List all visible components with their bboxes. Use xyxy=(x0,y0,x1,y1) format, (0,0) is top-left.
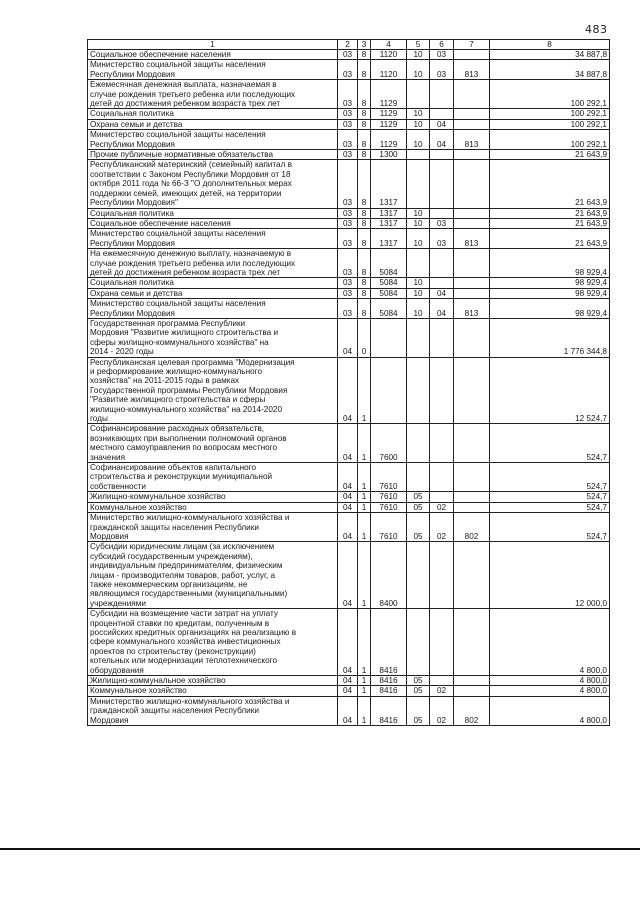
row-code-2: 04 xyxy=(338,686,358,696)
table-row xyxy=(88,513,610,542)
row-expense-type xyxy=(454,318,490,357)
row-section xyxy=(407,357,430,424)
row-subsection xyxy=(430,357,454,424)
row-section: 05 xyxy=(407,676,430,686)
header-col-5: 5 xyxy=(407,40,430,50)
row-code-3: 1 xyxy=(358,609,371,676)
row-section: 05 xyxy=(407,513,430,542)
row-section: 10 xyxy=(407,60,430,80)
row-subsection xyxy=(430,492,454,502)
table-row xyxy=(88,160,610,208)
row-code-2: 04 xyxy=(338,357,358,424)
table-row xyxy=(88,119,610,129)
row-subsection: 03 xyxy=(430,50,454,60)
row-subsection: 02 xyxy=(430,502,454,512)
row-subsection: 02 xyxy=(430,513,454,542)
table-row xyxy=(88,130,610,150)
row-name: Социальная политика xyxy=(88,278,338,288)
row-amount: 98 929,4 xyxy=(490,249,610,278)
row-code-2: 03 xyxy=(338,150,358,160)
row-code-4: 5084 xyxy=(371,299,407,319)
row-section: 05 xyxy=(407,502,430,512)
row-code-4: 7610 xyxy=(371,463,407,492)
row-code-2: 04 xyxy=(338,542,358,609)
row-code-4: 7610 xyxy=(371,502,407,512)
row-code-2: 04 xyxy=(338,696,358,725)
row-code-2: 04 xyxy=(338,513,358,542)
row-expense-type xyxy=(454,208,490,218)
table-row xyxy=(88,542,610,609)
row-subsection: 02 xyxy=(430,686,454,696)
row-expense-type xyxy=(454,150,490,160)
row-section: 10 xyxy=(407,229,430,249)
table-row xyxy=(88,696,610,725)
row-code-4: 8400 xyxy=(371,542,407,609)
table-row xyxy=(88,299,610,319)
row-amount: 98 929,4 xyxy=(490,288,610,298)
row-amount: 34 887,8 xyxy=(490,60,610,80)
row-name: На ежемесячную денежную выплату, назначаемую в случае рождения третьего ребенка или последующих детей до достижения ребенком возраста трех лет xyxy=(88,249,338,278)
row-expense-type xyxy=(454,502,490,512)
row-code-3: 1 xyxy=(358,513,371,542)
row-subsection xyxy=(430,249,454,278)
row-name: Коммунальное хозяйство xyxy=(88,686,338,696)
row-expense-type xyxy=(454,357,490,424)
row-code-2: 03 xyxy=(338,160,358,208)
table-header xyxy=(88,40,610,50)
row-code-2: 03 xyxy=(338,130,358,150)
row-section: 05 xyxy=(407,696,430,725)
page-number: 483 xyxy=(585,23,608,36)
row-expense-type xyxy=(454,160,490,208)
row-code-4: 7610 xyxy=(371,492,407,502)
row-code-3: 8 xyxy=(358,60,371,80)
row-name: Социальная политика xyxy=(88,109,338,119)
row-subsection: 03 xyxy=(430,218,454,228)
row-code-2: 03 xyxy=(338,50,358,60)
row-section: 10 xyxy=(407,109,430,119)
row-code-2: 04 xyxy=(338,492,358,502)
row-code-4: 1120 xyxy=(371,60,407,80)
row-amount: 100 292,1 xyxy=(490,109,610,119)
row-code-4: 1317 xyxy=(371,218,407,228)
row-name: Субсидии юридическим лицам (за исключением субсидий государственным учреждениям), индивидуальным предпринимателям, физическим лицам - производителям товаров, работ, услуг, а также некоммерческим организациям, не являющимся государственными (муниципальными) учреждениями xyxy=(88,542,338,609)
table-row xyxy=(88,463,610,492)
row-expense-type xyxy=(454,542,490,609)
row-expense-type xyxy=(454,278,490,288)
row-amount: 34 887,8 xyxy=(490,50,610,60)
row-amount: 1 776 344,8 xyxy=(490,318,610,357)
row-amount: 100 292,1 xyxy=(490,80,610,109)
row-code-4: 1317 xyxy=(371,208,407,218)
row-expense-type: 813 xyxy=(454,299,490,319)
row-section: 05 xyxy=(407,686,430,696)
table-row xyxy=(88,278,610,288)
budget-table xyxy=(87,39,610,726)
row-name: Ежемесячная денежная выплата, назначаемая в случае рождения третьего ребенка или последующих детей до достижения ребенком возраста трех лет xyxy=(88,80,338,109)
header-col-4: 4 xyxy=(371,40,407,50)
row-subsection xyxy=(430,676,454,686)
row-section: 10 xyxy=(407,299,430,319)
row-code-3: 1 xyxy=(358,357,371,424)
header-col-name: 1 xyxy=(88,40,338,50)
row-subsection xyxy=(430,109,454,119)
row-code-4: 1129 xyxy=(371,80,407,109)
row-code-2: 03 xyxy=(338,109,358,119)
row-section: 10 xyxy=(407,208,430,218)
row-name: Охрана семьи и детства xyxy=(88,119,338,129)
row-code-3: 8 xyxy=(358,249,371,278)
row-subsection: 03 xyxy=(430,229,454,249)
row-code-3: 8 xyxy=(358,208,371,218)
row-name: Государственная программа Республики Мордовия "Развитие жилищного строительства и сферы жилищно-коммунального хозяйства" на 2014 - 2020 годы xyxy=(88,318,338,357)
row-code-4: 8416 xyxy=(371,686,407,696)
row-section: 05 xyxy=(407,492,430,502)
row-code-4: 5084 xyxy=(371,288,407,298)
row-amount: 100 292,1 xyxy=(490,130,610,150)
row-name: Жилищно-коммунальное хозяйство xyxy=(88,492,338,502)
row-amount: 21 643,9 xyxy=(490,208,610,218)
row-code-3: 8 xyxy=(358,50,371,60)
row-code-2: 03 xyxy=(338,299,358,319)
row-name: Социальная политика xyxy=(88,208,338,218)
row-subsection xyxy=(430,160,454,208)
row-code-2: 03 xyxy=(338,278,358,288)
bottom-rule xyxy=(0,848,640,850)
table-row xyxy=(88,80,610,109)
row-amount: 524,7 xyxy=(490,492,610,502)
row-amount: 524,7 xyxy=(490,424,610,463)
table-row xyxy=(88,150,610,160)
row-code-4 xyxy=(371,318,407,357)
row-section: 10 xyxy=(407,278,430,288)
table-row xyxy=(88,208,610,218)
row-subsection xyxy=(430,424,454,463)
row-name: Охрана семьи и детства xyxy=(88,288,338,298)
row-code-3: 8 xyxy=(358,278,371,288)
row-expense-type xyxy=(454,686,490,696)
row-section: 10 xyxy=(407,130,430,150)
row-expense-type xyxy=(454,80,490,109)
row-section xyxy=(407,463,430,492)
row-amount: 12 000,0 xyxy=(490,542,610,609)
table-row xyxy=(88,609,610,676)
row-expense-type: 813 xyxy=(454,229,490,249)
row-section xyxy=(407,160,430,208)
row-amount: 12 524,7 xyxy=(490,357,610,424)
table-row xyxy=(88,288,610,298)
table-body xyxy=(88,50,610,726)
row-code-3: 8 xyxy=(358,229,371,249)
header-col-amount: 8 xyxy=(490,40,610,50)
row-subsection: 04 xyxy=(430,288,454,298)
row-name: Субсидии на возмещение части затрат на уплату процентной ставки по кредитам, полученным в российских кредитных организациях на реализацию в сфере коммунального хозяйства инвестиционных проектов по строительству (реконструкции) котельных или модернизации теплотехнического оборудования xyxy=(88,609,338,676)
row-name: Софинансирование расходных обязательств, возникающих при выполнении полномочий органов местного самоуправления по вопросам местного значения xyxy=(88,424,338,463)
header-col-7: 7 xyxy=(454,40,490,50)
table-row xyxy=(88,686,610,696)
row-expense-type xyxy=(454,109,490,119)
row-name: Софинансирование объектов капитального строительства и реконструкции муниципальной собственности xyxy=(88,463,338,492)
row-amount: 4 800,0 xyxy=(490,696,610,725)
row-amount: 21 643,9 xyxy=(490,229,610,249)
row-code-2: 03 xyxy=(338,288,358,298)
row-code-4: 5084 xyxy=(371,249,407,278)
row-expense-type: 813 xyxy=(454,60,490,80)
table-row xyxy=(88,60,610,80)
row-expense-type xyxy=(454,50,490,60)
row-code-3: 1 xyxy=(358,686,371,696)
header-col-3: 3 xyxy=(358,40,371,50)
row-section xyxy=(407,424,430,463)
row-code-2: 03 xyxy=(338,229,358,249)
row-amount: 21 643,9 xyxy=(490,150,610,160)
row-code-4: 8416 xyxy=(371,676,407,686)
row-code-2: 03 xyxy=(338,218,358,228)
row-subsection xyxy=(430,208,454,218)
row-code-3: 8 xyxy=(358,288,371,298)
row-expense-type xyxy=(454,463,490,492)
row-code-2: 04 xyxy=(338,424,358,463)
row-expense-type: 802 xyxy=(454,513,490,542)
row-section: 10 xyxy=(407,218,430,228)
row-section xyxy=(407,318,430,357)
row-amount: 524,7 xyxy=(490,513,610,542)
row-name: Министерство жилищно-коммунального хозяйства и гражданской защиты населения Республики Мордовия xyxy=(88,696,338,725)
row-expense-type xyxy=(454,288,490,298)
row-amount: 4 800,0 xyxy=(490,676,610,686)
table-row xyxy=(88,50,610,60)
table-row xyxy=(88,492,610,502)
row-code-2: 04 xyxy=(338,676,358,686)
header-col-6: 6 xyxy=(430,40,454,50)
row-expense-type xyxy=(454,492,490,502)
row-name: Министерство социальной защиты населения Республики Мордовия xyxy=(88,130,338,150)
table-row xyxy=(88,218,610,228)
row-name: Республиканская целевая программа "Модернизация и реформирование жилищно-коммунального хозяйства" на 2011-2015 годы в рамках Государственной программы Республики Мордовия "Развитие жилищного строительства и сферы жилищно-коммунального хозяйства" на 2014-2020 годы xyxy=(88,357,338,424)
row-subsection: 04 xyxy=(430,130,454,150)
table-row xyxy=(88,676,610,686)
row-section: 10 xyxy=(407,119,430,129)
row-code-3: 8 xyxy=(358,150,371,160)
row-code-3: 8 xyxy=(358,80,371,109)
row-amount: 4 800,0 xyxy=(490,686,610,696)
row-code-2: 04 xyxy=(338,463,358,492)
row-code-3: 8 xyxy=(358,160,371,208)
row-subsection xyxy=(430,542,454,609)
table-row xyxy=(88,249,610,278)
header-row xyxy=(88,40,610,50)
row-expense-type xyxy=(454,424,490,463)
row-name: Министерство социальной защиты населения Республики Мордовия xyxy=(88,229,338,249)
row-code-3: 1 xyxy=(358,676,371,686)
row-code-2: 04 xyxy=(338,318,358,357)
row-code-3: 1 xyxy=(358,424,371,463)
row-code-3: 0 xyxy=(358,318,371,357)
row-section: 10 xyxy=(407,288,430,298)
row-section xyxy=(407,609,430,676)
table-row xyxy=(88,424,610,463)
row-amount: 98 929,4 xyxy=(490,299,610,319)
row-name: Жилищно-коммунальное хозяйство xyxy=(88,676,338,686)
row-code-3: 8 xyxy=(358,130,371,150)
row-code-4: 1129 xyxy=(371,109,407,119)
row-name: Прочие публичные нормативные обязательства xyxy=(88,150,338,160)
row-subsection: 03 xyxy=(430,60,454,80)
row-section: 10 xyxy=(407,50,430,60)
row-code-4 xyxy=(371,357,407,424)
row-subsection xyxy=(430,318,454,357)
row-code-4: 1120 xyxy=(371,50,407,60)
row-expense-type: 802 xyxy=(454,696,490,725)
row-code-4: 1129 xyxy=(371,130,407,150)
table-row xyxy=(88,318,610,357)
row-subsection: 04 xyxy=(430,299,454,319)
row-subsection: 02 xyxy=(430,696,454,725)
row-section xyxy=(407,542,430,609)
row-code-3: 1 xyxy=(358,542,371,609)
row-name: Министерство жилищно-коммунального хозяйства и гражданской защиты населения Республики Мордовия xyxy=(88,513,338,542)
row-amount: 524,7 xyxy=(490,502,610,512)
row-code-3: 8 xyxy=(358,218,371,228)
table-row xyxy=(88,229,610,249)
row-amount: 524,7 xyxy=(490,463,610,492)
row-expense-type: 813 xyxy=(454,130,490,150)
row-code-4: 1317 xyxy=(371,229,407,249)
row-amount: 100 292,1 xyxy=(490,119,610,129)
row-subsection xyxy=(430,150,454,160)
row-code-2: 04 xyxy=(338,502,358,512)
row-code-4: 8416 xyxy=(371,696,407,725)
row-code-3: 1 xyxy=(358,696,371,725)
row-code-4: 7610 xyxy=(371,513,407,542)
row-name: Республиканский материнский (семейный) капитал в соответствии с Законом Республики Мордовия от 18 октября 2011 года № 66-З "О дополнительных мерах поддержки семей, имеющих детей, на территории Республики Мордовия" xyxy=(88,160,338,208)
row-code-2: 03 xyxy=(338,208,358,218)
table-row xyxy=(88,502,610,512)
row-amount: 21 643,9 xyxy=(490,218,610,228)
row-code-4: 1300 xyxy=(371,150,407,160)
row-subsection xyxy=(430,463,454,492)
row-code-2: 03 xyxy=(338,119,358,129)
row-subsection: 04 xyxy=(430,119,454,129)
row-code-4: 5084 xyxy=(371,278,407,288)
row-code-3: 8 xyxy=(358,119,371,129)
row-section xyxy=(407,150,430,160)
row-code-2: 03 xyxy=(338,60,358,80)
row-section xyxy=(407,249,430,278)
row-code-4: 1129 xyxy=(371,119,407,129)
row-expense-type xyxy=(454,676,490,686)
row-expense-type xyxy=(454,218,490,228)
row-expense-type xyxy=(454,119,490,129)
row-code-3: 1 xyxy=(358,492,371,502)
row-name: Министерство социальной защиты населения Республики Мордовия xyxy=(88,299,338,319)
row-name: Министерство социальной защиты населения Республики Мордовия xyxy=(88,60,338,80)
row-subsection xyxy=(430,609,454,676)
row-section xyxy=(407,80,430,109)
row-amount: 98 929,4 xyxy=(490,278,610,288)
row-subsection xyxy=(430,278,454,288)
row-code-3: 1 xyxy=(358,463,371,492)
row-amount: 21 643,9 xyxy=(490,160,610,208)
row-code-3: 8 xyxy=(358,299,371,319)
row-name: Социальное обеспечение населения xyxy=(88,218,338,228)
header-col-2: 2 xyxy=(338,40,358,50)
row-code-2: 03 xyxy=(338,249,358,278)
table-row xyxy=(88,357,610,424)
row-code-2: 04 xyxy=(338,609,358,676)
row-code-4: 1317 xyxy=(371,160,407,208)
row-code-4: 8416 xyxy=(371,609,407,676)
row-expense-type xyxy=(454,609,490,676)
row-name: Коммунальное хозяйство xyxy=(88,502,338,512)
row-code-3: 8 xyxy=(358,109,371,119)
row-code-4: 7600 xyxy=(371,424,407,463)
row-expense-type xyxy=(454,249,490,278)
row-subsection xyxy=(430,80,454,109)
row-amount: 4 800,0 xyxy=(490,609,610,676)
row-code-3: 1 xyxy=(358,502,371,512)
row-name: Социальное обеспечение населения xyxy=(88,50,338,60)
table-row xyxy=(88,109,610,119)
row-code-2: 03 xyxy=(338,80,358,109)
